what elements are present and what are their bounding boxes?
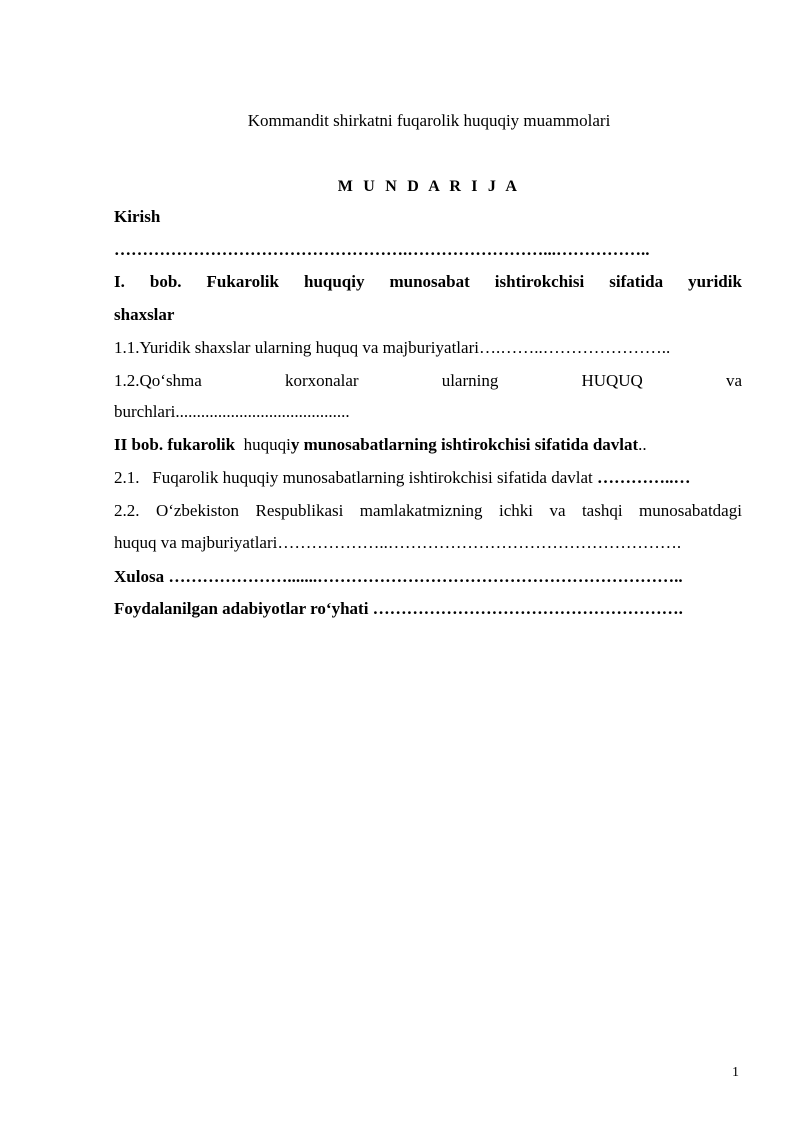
word: huquqiy: [303, 272, 365, 291]
word: Respublikasi: [255, 501, 344, 520]
toc-heading: M U N D A R I J A: [337, 178, 521, 195]
chapter-2-label: II bob. fukarolik: [114, 435, 236, 454]
toc-section-1-2-line-1: [114, 370, 742, 392]
word: tashqi: [581, 501, 623, 520]
chapter-2-word: huquqi: [243, 435, 291, 454]
section-2-1-text: 2.1. Fuqarolik huquqiy munosabatlarning ishtirokchisi sifatida davlat: [114, 468, 598, 487]
word: Fukarolik: [206, 272, 279, 291]
word: va: [725, 371, 742, 390]
word: bob.: [149, 272, 182, 291]
word: mamlakatmizning: [359, 501, 483, 520]
toc-section-1-1: 1.1.Yuridik shaxslar ularning huquq va majburiyatlari….……..…………………..: [114, 338, 671, 357]
word: korxonalar: [284, 371, 359, 390]
toc-references: Foydalanilgan adabiyotlar ro‘yhati ……………………………………………….: [114, 599, 683, 618]
toc-section-2-2-line-1: [114, 500, 742, 522]
word: 2.2.: [114, 501, 140, 520]
toc-section-2-2-line-2: huquq va majburiyatlari………………..…………………………………………….: [114, 533, 682, 552]
word: I.: [114, 272, 125, 291]
word: HUQUQ: [581, 371, 643, 390]
chapter-2-leader: ..: [638, 435, 647, 454]
word: yuridik: [688, 272, 742, 291]
toc-intro-leader: …………………………………………….……………………...……………..: [114, 240, 650, 259]
word: ichki: [499, 501, 533, 520]
word: ishtirokchisi: [494, 272, 585, 291]
document-title: Kommandit shirkatni fuqarolik huquqiy muammolari: [247, 111, 611, 130]
toc-chapter-1-line-2: shaxslar: [114, 305, 175, 324]
word: ularning: [441, 371, 499, 390]
word: sifatida: [609, 272, 664, 291]
word: munosabatdagi: [639, 501, 742, 520]
toc-chapter-2: [114, 434, 742, 456]
toc-intro: Kirish: [114, 207, 161, 226]
chapter-2-title: y munosabatlarning ishtirokchisi sifatida davlat: [290, 435, 639, 454]
toc-chapter-1-line-1: [114, 271, 742, 293]
word: O‘zbekiston: [155, 501, 240, 520]
toc-conclusion: Xulosa ………………….......………………………………………………………..: [114, 567, 683, 586]
word: va: [549, 501, 566, 520]
word: munosabat: [389, 272, 470, 291]
word: 1.2.Qo‘shma: [114, 371, 202, 390]
page-number: 1: [732, 1065, 739, 1080]
toc-section-1-2-line-2: burchlari.........................................: [114, 402, 350, 421]
section-2-1-leader: …………..…: [597, 468, 691, 487]
toc-section-2-1: [114, 467, 742, 489]
